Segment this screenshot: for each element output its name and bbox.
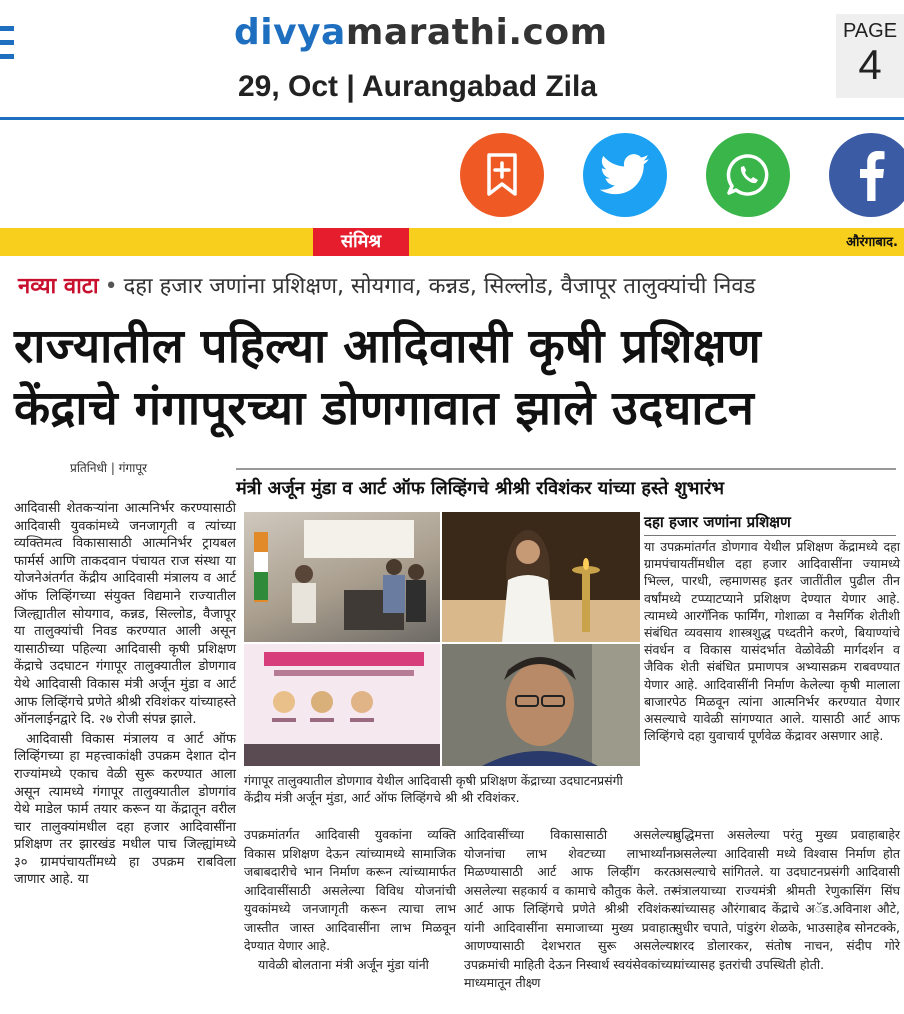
kicker-text: दहा हजार जणांना प्रशिक्षण, सोयगाव, कन्नड, सिल्लोड, वैजापूर तालुक्यांची निवड — [123, 274, 756, 299]
city-label: औरंगाबाद. — [846, 235, 898, 250]
article-subheadline: मंत्री अर्जून मुंडा व आर्ट ऑफ लिव्हिंगचे श्रीश्री रविशंकर यांच्या हस्ते शुभारंभ — [236, 468, 896, 500]
byline: प्रतिनिधी | गंगापूर — [70, 461, 148, 475]
article-column-4: बुद्धिमत्ता असलेल्या परंतु मुख्य प्रवाहाबाहेर असलेल्या आदिवासी मध्ये विश्वास निर्माण होत असल्याचे सांगितले. या उदघाटनप्रसंगी आदिवासी मंत्रालयाच्या राज्यमंत्री श्रीमती रेणुकासिंग सिंघ यांच्यासह औरंगाबाद केंद्राचे अॅड.अविनाश औटे, सुधीर चपाते, पांडुरंग शेळके, भाउसाहेब सोनटक्के, शरद डोलारकर, संतोष नाचन, संदीप गोरे यांच्यासह इतरांची उपस्थिती होती. — [674, 827, 900, 972]
edition-info: 29, Oct | Aurangabad Zila — [238, 70, 598, 103]
kicker-label: नव्या वाटा — [18, 274, 99, 299]
slide-scene — [244, 644, 440, 766]
bookmark-share-button[interactable] — [460, 133, 544, 217]
facebook-share-button[interactable] — [829, 133, 904, 217]
page-number: 4 — [858, 41, 882, 88]
sidebar-text: या उपक्रमांतर्गत डोणगाव येथील प्रशिक्षण केंद्रामध्ये दहा ग्रामपंचायतींमधील दहा हजार आदिवासींना ज्यामध्ये भिल्ल, पारधी, ल्हमाणसह इतर जातींतील पुढील तीन वर्षांमध्ये टप्प्याटप्याने प्रशिक्षण देण्यात येणार आहे. त्यामध्ये आरगॅनिक फार्मिंग, गोशाळा व नैसर्गिक शेतीशी संबंधित व्यवसाय शास्त्रशुद्ध पध्दतीने करणे, बियाण्यांचे संवर्धन व विकास यासंदर्भात वेळोवेळी मार्गदर्शन व जैविक शेती संबंधित प्रमाणपत्र अभ्यासक्रम राबवण्यात येणार आहे. आदिवासींनी निर्माण केलेल्या कृषी मालाला बाजारपेठ मिळवून त्यांना आत्मनिर्भर करण्यात येणार असल्याचे यावेळी सांगण्यात आले. यासाठी आर्ट आफ लिव्हिंगचे दहा युवाचार्य पूर्णवेळ केंद्रावर असणार आहे. — [644, 539, 900, 744]
col2-paragraph-2: यावेळी बोलताना मंत्री अर्जून मुंडा यांनी — [258, 956, 429, 972]
article-headline — [14, 316, 894, 440]
section-bar — [0, 228, 904, 256]
photo-minister — [442, 644, 640, 766]
section-label: संमिश्र — [313, 228, 409, 256]
bookmark-icon — [482, 152, 522, 198]
brand-part-1: divya — [234, 12, 346, 53]
photo-online-event-slide — [244, 644, 440, 766]
col1-paragraph-1: आदिवासी शेतकऱ्यांना आत्मनिर्भर करण्यासाठी आदिवासी युवकांमध्ये जनजागृती व त्यांच्या व्यक्तिमत्व विकासासाठी आत्मनिर्भर ट्रायबल फार्मर्स आणि ताकदवान पंचायत राज संस्था या योजनेअंतर्गत केंद्रीय आदिवासी मंत्रालय व आर्ट ऑफ लिव्हिंगच्या संयुक्त विद्यमाने राज्यातील जिल्ह्यातील सोयगाव, कन्नड, सिल्लोड, वैजापूर या तालुक्यांची निवड करण्यात आली असून यासाठीच्या पहिल्या आदिवासी कृषी प्रशिक्षण केंद्राचे उदघाटन गंगापूर तालुक्यातील डोणगाव येथे आदिवासी विकास मंत्री अर्जून मुंडा व आर्ट आफ लिव्हिंगचे प्रणेते श्रीश्री रविशंकर यांच्याहस्ते ऑनलाईनद्वारे दि. २७ रोजी संपन्न झाले. — [14, 501, 236, 728]
whatsapp-icon — [723, 150, 773, 200]
headline-line-2: केंद्राचे गंगापूरच्या डोणगावात झाले उदघाटन — [14, 381, 755, 436]
header-divider — [0, 117, 904, 120]
menu-icon[interactable] — [0, 26, 14, 68]
twitter-share-button[interactable] — [583, 133, 667, 217]
photo-ravishankar — [442, 512, 640, 642]
article-column-1 — [14, 500, 236, 889]
twitter-icon — [600, 154, 650, 196]
whatsapp-share-button[interactable] — [706, 133, 790, 217]
kicker-separator: • — [104, 274, 118, 299]
page-label: PAGE — [842, 20, 898, 42]
col2-paragraph-1: उपक्रमांतर्गत आदिवासी युवकांना व्यक्ति विकास प्रशिक्षण देऊन त्यांच्यामध्ये सामाजिक जबाबदारीचे भान निर्माण करून त्यांच्यामार्फत आदिवासींसाठी असलेल्या विविध योजनांची युवकांमध्ये जनजागृती करून त्याचा लाभ जास्तीत जास्त आदिवासींना लाभ मिळवून देण्यात येणार आहे. — [244, 827, 456, 953]
photo-ceremony — [244, 512, 440, 642]
guru-scene — [442, 512, 640, 642]
col1-paragraph-2: आदिवासी विकास मंत्रालय व आर्ट ऑफ लिव्हिंगच्या हा महत्त्वाकांक्षी उपक्रम देशात दोन राज्यांमध्ये एकाच वेळी सुरू करण्यात आला असून त्यामध्ये गंगापूर तालुक्यातील डोणगांव येथे माडेल फार्म तयार करून या केंद्रातून वरील चार तालुक्यांमधील दहा हजार आदिवासींना प्रशिक्षण तर झारखंड मधील पाच जिल्ह्यांमध्ये ३० ग्रामपंचायतींमध्ये हा उपक्रम राबविला जाणार आहे. या — [14, 731, 236, 888]
article-column-3: आदिवासींच्या विकासासाठी असलेल्या योजनांचा लाभ शेवटच्या लाभार्थ्यांना मिळण्यासाठी आर्ट आफ लिव्हींग करत असलेल्या सहकार्य व कामाचे कौतुक केले. तर आर्ट आफ लिव्हिंगचे प्रणेते श्रीश्री रविशंकर यांनी आदिवासींना समाजाच्या मुख्य प्रवाहात आणण्यासाठी देशभरात सुरू असलेल्या उपक्रमांची माहिती देऊन निस्वार्थ स्वयंसेवकांच्या माध्यमातून तीक्ष्ण — [464, 827, 676, 990]
photo-caption: गंगापूर तालुक्यातील डोणगाव येथील आदिवासी कृषी प्रशिक्षण केंद्राच्या उदघाटनप्रसंगी केंद्रीय मंत्री अर्जून मुंडा, आर्ट ऑफ लिव्हिंगचे श्री श्री रविशंकर. — [244, 773, 623, 805]
page-indicator — [836, 14, 904, 98]
article-kicker — [18, 270, 755, 300]
article-column-2 — [244, 826, 456, 974]
facebook-icon — [856, 149, 886, 201]
ceremony-scene — [244, 512, 440, 642]
minister-scene — [442, 644, 640, 766]
headline-line-1: राज्यातील पहिल्या आदिवासी कृषी प्रशिक्षण — [14, 319, 762, 374]
site-logo[interactable] — [234, 12, 608, 53]
sidebar-heading: दहा हजार जणांना प्रशिक्षण — [644, 512, 896, 536]
brand-part-2: marathi.com — [345, 12, 608, 53]
